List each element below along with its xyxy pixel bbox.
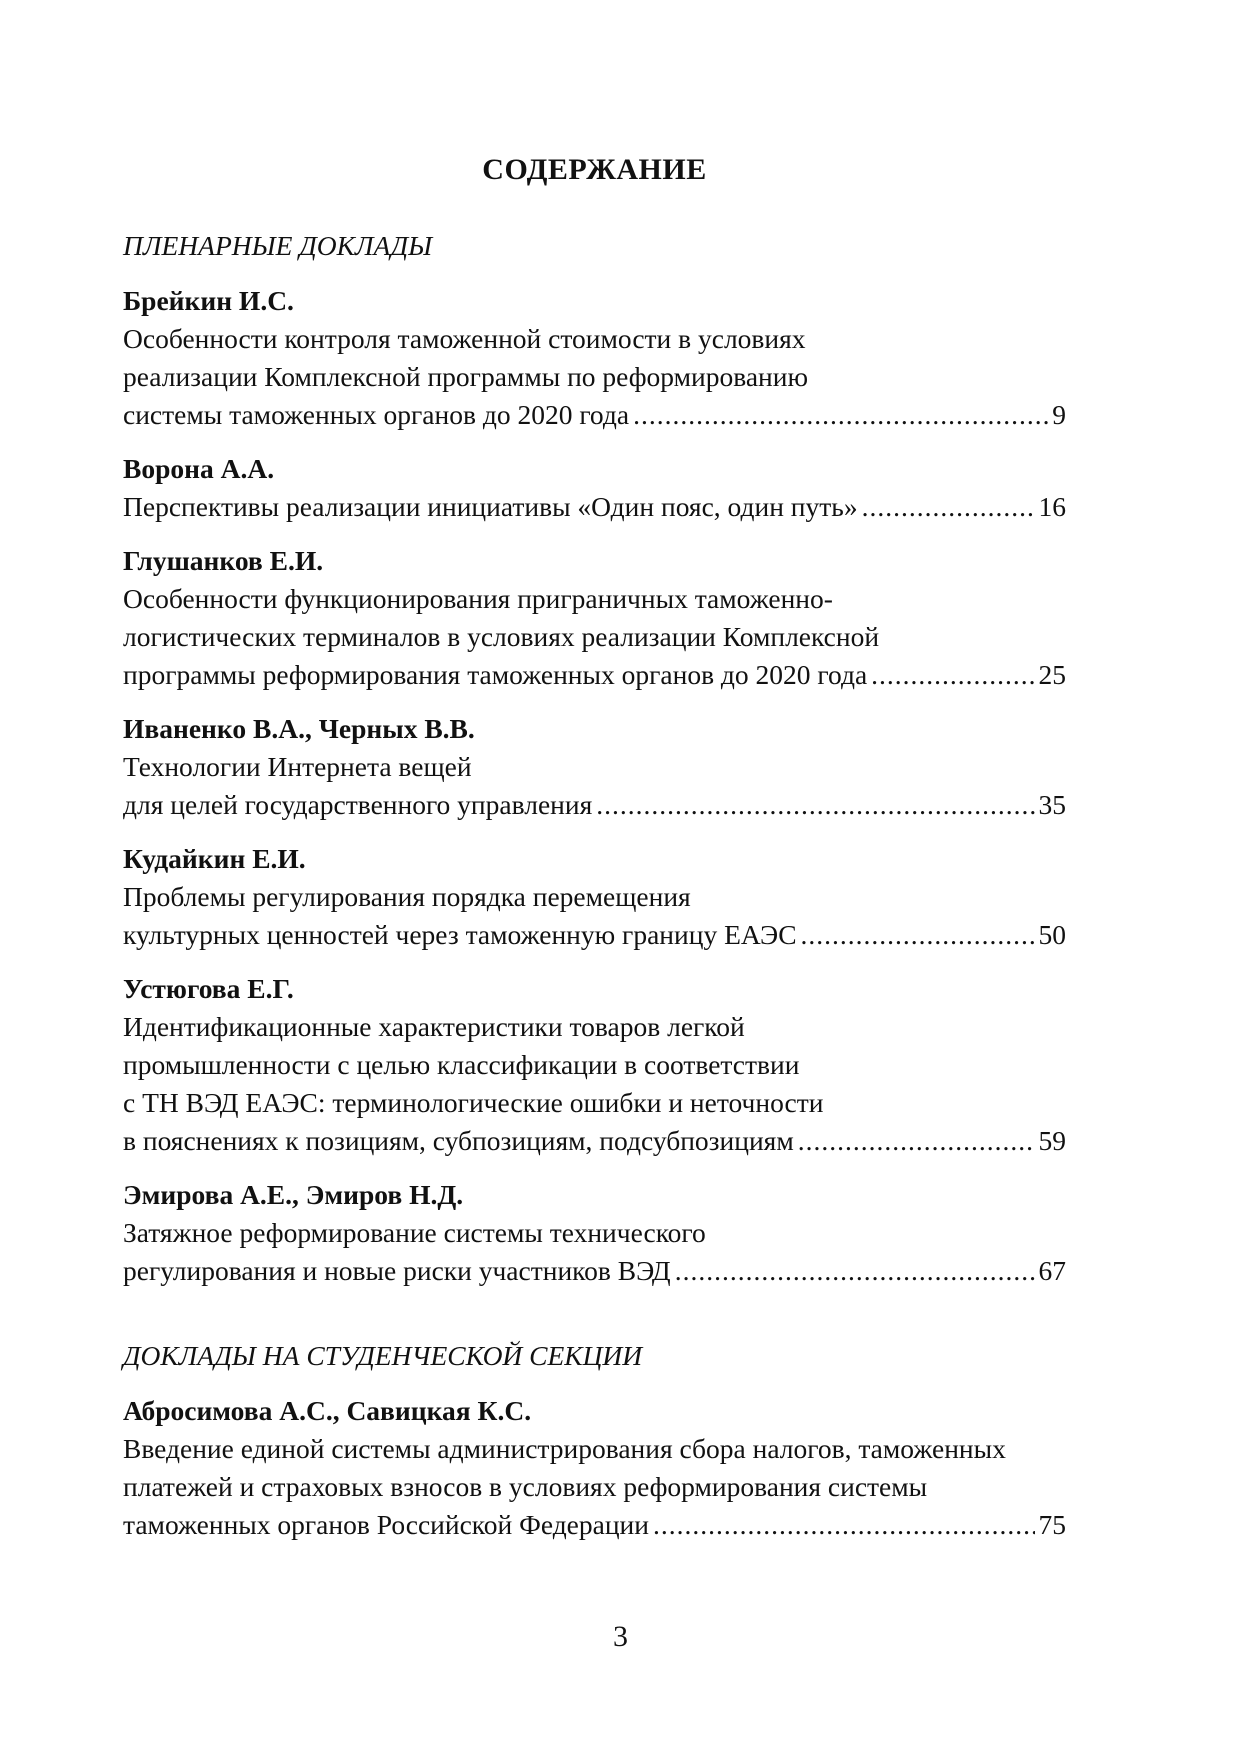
entry-authors: Абросимова А.С., Савицкая К.С.	[123, 1395, 532, 1426]
entry-title-line: Введение единой системы администрирования сбора налогов, таможенных	[123, 1433, 1006, 1464]
entry-authors: Эмирова А.Е., Эмиров Н.Д.	[123, 1179, 464, 1210]
toc-entry[interactable]	[123, 1177, 1066, 1290]
dot-leader	[675, 1252, 1035, 1290]
toc-content	[123, 150, 1066, 1561]
entry-authors: Кудайкин Е.И.	[123, 843, 306, 874]
entry-page-number[interactable]: 25	[1038, 659, 1066, 690]
entry-title-line: в пояснениях к позициям, субпозициям, подсубпозициям	[123, 1125, 794, 1156]
entry-page-number[interactable]: 35	[1038, 789, 1066, 820]
entry-page-number[interactable]: 16	[1038, 491, 1066, 522]
entry-title-line: таможенных органов Российской Федерации	[123, 1509, 649, 1540]
entry-page-number[interactable]: 75	[1038, 1509, 1066, 1540]
entry-title-line: Затяжное реформирование системы технического	[123, 1217, 706, 1248]
entry-authors: Ворона А.А.	[123, 453, 275, 484]
page-title: СОДЕРЖАНИЕ	[482, 153, 707, 186]
dot-leader	[862, 488, 1035, 526]
entry-title-line: регулирования и новые риски участников ВЭД	[123, 1255, 671, 1286]
toc-entry[interactable]	[123, 971, 1066, 1160]
entry-last-line	[123, 1252, 1066, 1290]
entry-page-number[interactable]: 67	[1038, 1255, 1066, 1286]
entry-title-line: для целей государственного управления	[123, 789, 593, 820]
toc-entry[interactable]	[123, 841, 1066, 954]
entry-last-line	[123, 916, 1066, 954]
dot-leader	[633, 396, 1048, 434]
dot-leader	[801, 916, 1035, 954]
entry-title-line: реализации Комплексной программы по реформированию	[123, 361, 809, 392]
toc-entry[interactable]	[123, 1393, 1066, 1544]
entry-title-line: Перспективы реализации инициативы «Один пояс, один путь»	[123, 491, 858, 522]
entry-last-line	[123, 1122, 1066, 1160]
entry-last-line	[123, 488, 1066, 526]
entry-last-line	[123, 786, 1066, 824]
entry-authors: Брейкин И.С.	[123, 285, 294, 316]
dot-leader	[871, 656, 1034, 694]
toc-entry[interactable]	[123, 543, 1066, 694]
entry-title-line: Технологии Интернета вещей	[123, 751, 472, 782]
entry-authors: Иваненко В.А., Черных В.В.	[123, 713, 475, 744]
entry-title-line: Проблемы регулирования порядка перемещения	[123, 881, 691, 912]
toc-entry[interactable]	[123, 451, 1066, 526]
entry-title-line: культурных ценностей через таможенную границу ЕАЭС	[123, 919, 797, 950]
entry-page-number[interactable]: 59	[1038, 1125, 1066, 1156]
section-heading: ПЛЕНАРНЫЕ ДОКЛАДЫ	[123, 230, 433, 261]
entry-title-line: платежей и страховых взносов в условиях реформирования системы	[123, 1471, 928, 1502]
entry-page-number[interactable]: 50	[1038, 919, 1066, 950]
entry-authors: Устюгова Е.Г.	[123, 973, 294, 1004]
toc-entry[interactable]	[123, 711, 1066, 824]
entry-title-line: программы реформирования таможенных органов до 2020 года	[123, 659, 868, 690]
entry-title-line: Особенности функционирования приграничных таможенно-	[123, 583, 833, 614]
entry-title-line: системы таможенных органов до 2020 года	[123, 399, 630, 430]
entry-title-line: промышленности с целью классификации в соответствии	[123, 1049, 800, 1080]
entry-title-line: с ТН ВЭД ЕАЭС: терминологические ошибки и неточности	[123, 1087, 824, 1118]
section-heading: ДОКЛАДЫ НА СТУДЕНЧЕСКОЙ СЕКЦИИ	[123, 1340, 643, 1371]
dot-leader	[653, 1506, 1035, 1544]
page-number: 3	[613, 1620, 628, 1653]
entry-last-line	[123, 1506, 1066, 1544]
entry-page-number[interactable]: 9	[1052, 399, 1066, 430]
dot-leader	[798, 1122, 1035, 1160]
entry-title-line: Идентификационные характеристики товаров легкой	[123, 1011, 745, 1042]
toc-sections	[123, 228, 1066, 1544]
entry-last-line	[123, 656, 1066, 694]
dot-leader	[596, 786, 1034, 824]
entry-title-line: логистических терминалов в условиях реализации Комплексной	[123, 621, 880, 652]
entry-last-line	[123, 396, 1066, 434]
toc-entry[interactable]	[123, 283, 1066, 434]
entry-title-line: Особенности контроля таможенной стоимости в условиях	[123, 323, 806, 354]
entry-authors: Глушанков Е.И.	[123, 545, 324, 576]
